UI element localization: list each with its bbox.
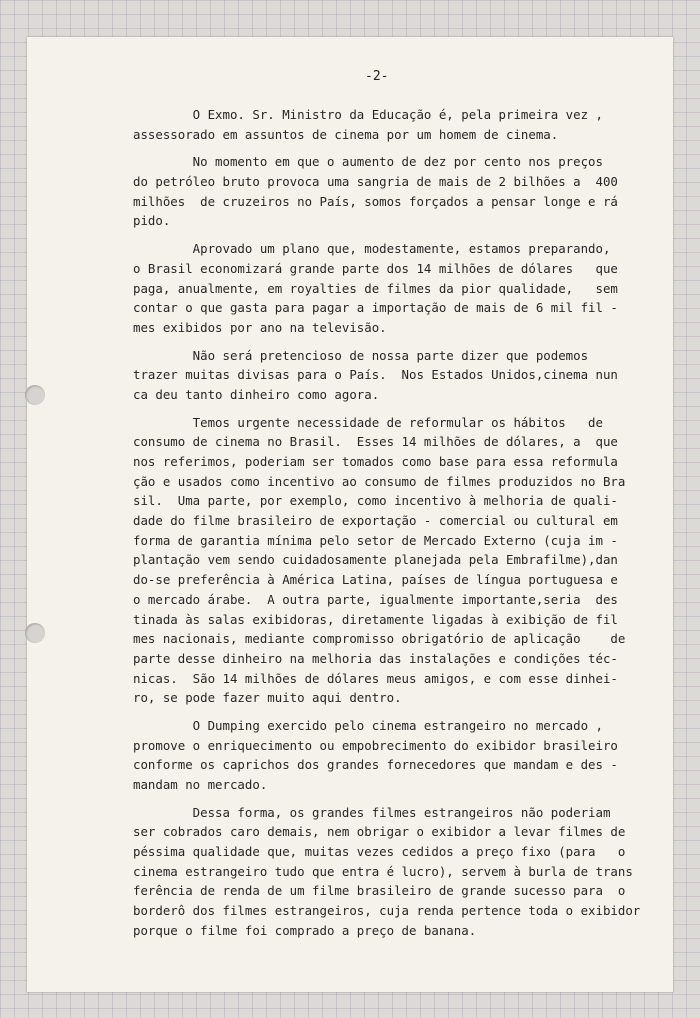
paragraph (133, 346, 653, 405)
text-line: tinada às salas exibidoras, diretamente ligadas à exibição de fil (133, 611, 618, 627)
text-line: o Brasil economizará grande parte dos 14 milhões de dólares que (133, 260, 618, 276)
punch-hole (25, 623, 45, 643)
text-line: Temos urgente necessidade de reformular os hábitos de (133, 414, 603, 430)
text-line: promove o enriquecimento ou empobrecimento do exibidor brasileiro (133, 737, 618, 753)
text-line: ca deu tanto dinheiro como agora. (133, 386, 380, 402)
text-line: sil. Uma parte, por exemplo, como incentivo à melhoria de quali- (133, 493, 618, 509)
text-line: ro, se pode fazer muito aqui dentro. (133, 690, 402, 706)
text-line: mes nacionais, mediante compromisso obrigatório de aplicação de (133, 631, 626, 647)
paragraph-gap (133, 795, 653, 803)
text-line: consumo de cinema no Brasil. Esses 14 milhões de dólares, a que (133, 434, 618, 450)
text-line: dade do filme brasileiro de exportação - comercial ou cultural em (133, 513, 618, 529)
text-line: O Dumping exercido pelo cinema estrangeiro no mercado , (133, 717, 603, 733)
document-page (27, 37, 673, 992)
text-line: pido. (133, 213, 171, 229)
paragraph-gap (133, 231, 653, 239)
document-body (133, 105, 653, 941)
text-line: plantação vem sendo cuidadosamente planejada pela Embrafilme),dan (133, 552, 618, 568)
paragraph (133, 413, 653, 708)
text-line: nos referimos, poderiam ser tomados como base para essa reformula (133, 454, 618, 469)
text-line: nicas. São 14 milhões de dólares meus amigos, e com esse dinhei- (133, 670, 618, 686)
text-line: mes exibidos por ano na televisão. (133, 319, 387, 335)
text-line: parte desse dinheiro na melhoria das instalações e condições téc- (133, 650, 618, 666)
text-line: do petróleo bruto provoca uma sangria de mais de 2 bilhões a 400 (133, 174, 618, 190)
paragraph (133, 239, 653, 337)
paragraph-gap (133, 338, 653, 346)
text-line: conforme os caprichos dos grandes fornecedores que mandam e des - (133, 757, 618, 773)
text-line: borderô dos filmes estrangeiros, cuja renda pertence toda o exibidor (133, 903, 641, 919)
text-line: ser cobrados caro demais, nem obrigar o exibidor a levar filmes de (133, 824, 626, 840)
page-number: -2- (365, 69, 389, 84)
text-line: milhões de cruzeiros no País, somos forçados a pensar longe e rá (133, 193, 618, 209)
text-line: Não será pretencioso de nossa parte dizer que podemos (133, 347, 589, 363)
text-line: péssima qualidade que, muitas vezes cedidos a preço fixo (para o (133, 844, 626, 860)
text-line: assessorado em assuntos de cinema por um homem de cinema. (133, 126, 559, 142)
text-line: do-se preferência à América Latina, países de língua portuguesa e (133, 572, 618, 588)
text-line: mandam no mercado. (133, 777, 268, 792)
paragraph (133, 152, 653, 231)
paragraph (133, 716, 653, 795)
text-line: No momento em que o aumento de dez por cento nos preços (133, 154, 603, 170)
text-line: ferência de renda de um filme brasileiro de grande sucesso para o (133, 883, 626, 899)
text-line: O Exmo. Sr. Ministro da Educação é, pela primeira vez , (133, 107, 603, 122)
text-line: contar o que gasta para pagar a importação de mais de 6 mil fil - (133, 300, 618, 316)
text-line: Dessa forma, os grandes filmes estrangeiros não poderiam (133, 804, 611, 820)
text-line: forma de garantia mínima pelo setor de Mercado Externo (cuja im - (133, 532, 618, 548)
paragraph-gap (133, 405, 653, 413)
text-line: paga, anualmente, em royalties de filmes da pior qualidade, sem (133, 280, 618, 296)
text-line: o mercado árabe. A outra parte, igualmente importante,seria des (133, 591, 618, 607)
paragraph (133, 803, 653, 941)
text-line: Aprovado um plano que, modestamente, estamos preparando, (133, 241, 611, 257)
text-line: trazer muitas divisas para o País. Nos Estados Unidos,cinema nun (133, 367, 618, 383)
paragraph-gap (133, 708, 653, 716)
paragraph (133, 105, 653, 144)
text-line: ção e usados como incentivo ao consumo de filmes produzidos no Bra (133, 473, 626, 489)
text-line: cinema estrangeiro tudo que entra é lucro), servem à burla de trans (133, 863, 633, 879)
paragraph-gap (133, 144, 653, 152)
text-line: porque o filme foi comprado a preço de banana. (133, 922, 477, 938)
punch-hole (25, 385, 45, 405)
